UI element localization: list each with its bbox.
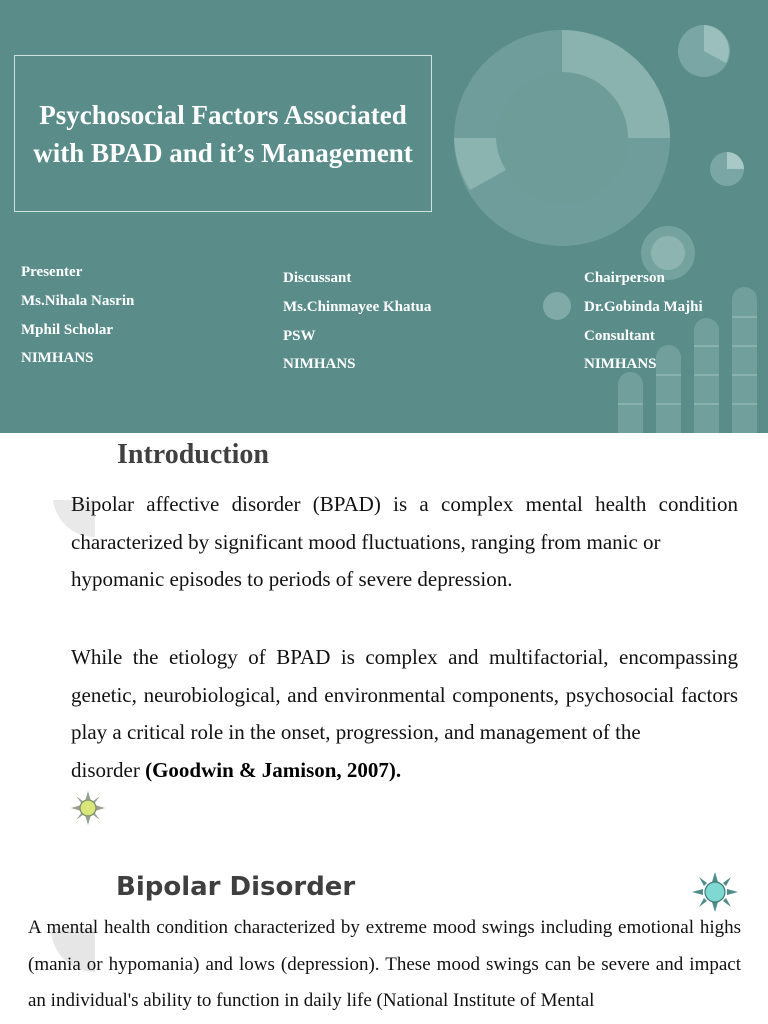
paragraph-2-last-words: disorder	[71, 757, 146, 782]
title-line-1: Psychosocial Factors Associated	[39, 99, 407, 130]
discussant-block	[283, 264, 431, 379]
citation: (Goodwin & Jamison, 2007).	[145, 757, 402, 782]
chairperson-name: Dr.Gobinda Majhi	[584, 298, 703, 315]
bipolar-disorder-slide	[0, 860, 768, 1024]
bipolar-disorder-heading: Bipolar Disorder	[116, 872, 356, 902]
introduction-paragraph-2	[71, 639, 738, 789]
chairperson-institute: NIMHANS	[584, 356, 657, 373]
introduction-slide	[0, 433, 768, 860]
small-circle-decoration	[710, 152, 744, 186]
chairperson-role: Chairperson	[584, 270, 665, 286]
discussant-institute: NIMHANS	[283, 356, 356, 373]
presenter-designation: Mphil Scholar	[21, 321, 114, 338]
discussant-role: Discussant	[283, 270, 352, 286]
sun-ornament-icon	[71, 791, 105, 825]
paragraph-2-last-line	[71, 752, 738, 790]
discussant-designation: PSW	[283, 327, 316, 344]
presentation-title	[27, 96, 419, 172]
presenter-institute: NIMHANS	[21, 350, 94, 367]
presenter-name: Ms.Nihala Nasrin	[21, 292, 135, 309]
dot-decoration	[543, 292, 571, 320]
title-box	[14, 55, 432, 212]
chairperson-designation: Consultant	[584, 327, 655, 344]
bipolar-disorder-paragraph: A mental health condition characterized by extreme mood swings including emotional highs (mania or hypomania) and lows (depression). These mood swings can be severe and impact an individual's ability to function in daily life (National Institute of Mental	[28, 917, 741, 1011]
title-line-2: with BPAD and it’s Management	[33, 137, 413, 168]
title-slide	[0, 0, 768, 433]
chairperson-block	[584, 264, 703, 379]
pie-circle-decoration	[678, 25, 730, 77]
paragraph-1-text: Bipolar affective disorder (BPAD) is a complex mental health condition characterized by significant mood fluctuations, ranging from manic or	[71, 492, 738, 554]
paragraph-2-text: While the etiology of BPAD is complex and multifactorial, encompassing genetic, neurobiological, and environmental components, psychosocial factors play a critical role in the onset, progression, and management of the	[71, 645, 738, 744]
introduction-heading: Introduction	[117, 439, 269, 470]
introduction-paragraph-1	[71, 486, 738, 599]
presenter-role: Presenter	[21, 264, 83, 280]
teal-sun-ornament-icon	[692, 872, 738, 912]
donut-chart-decoration	[454, 30, 670, 246]
presenter-block	[21, 258, 134, 373]
paragraph-1-last-line: hypomanic episodes to periods of severe depression.	[71, 567, 513, 591]
discussant-name: Ms.Chinmayee Khatua	[283, 298, 432, 315]
